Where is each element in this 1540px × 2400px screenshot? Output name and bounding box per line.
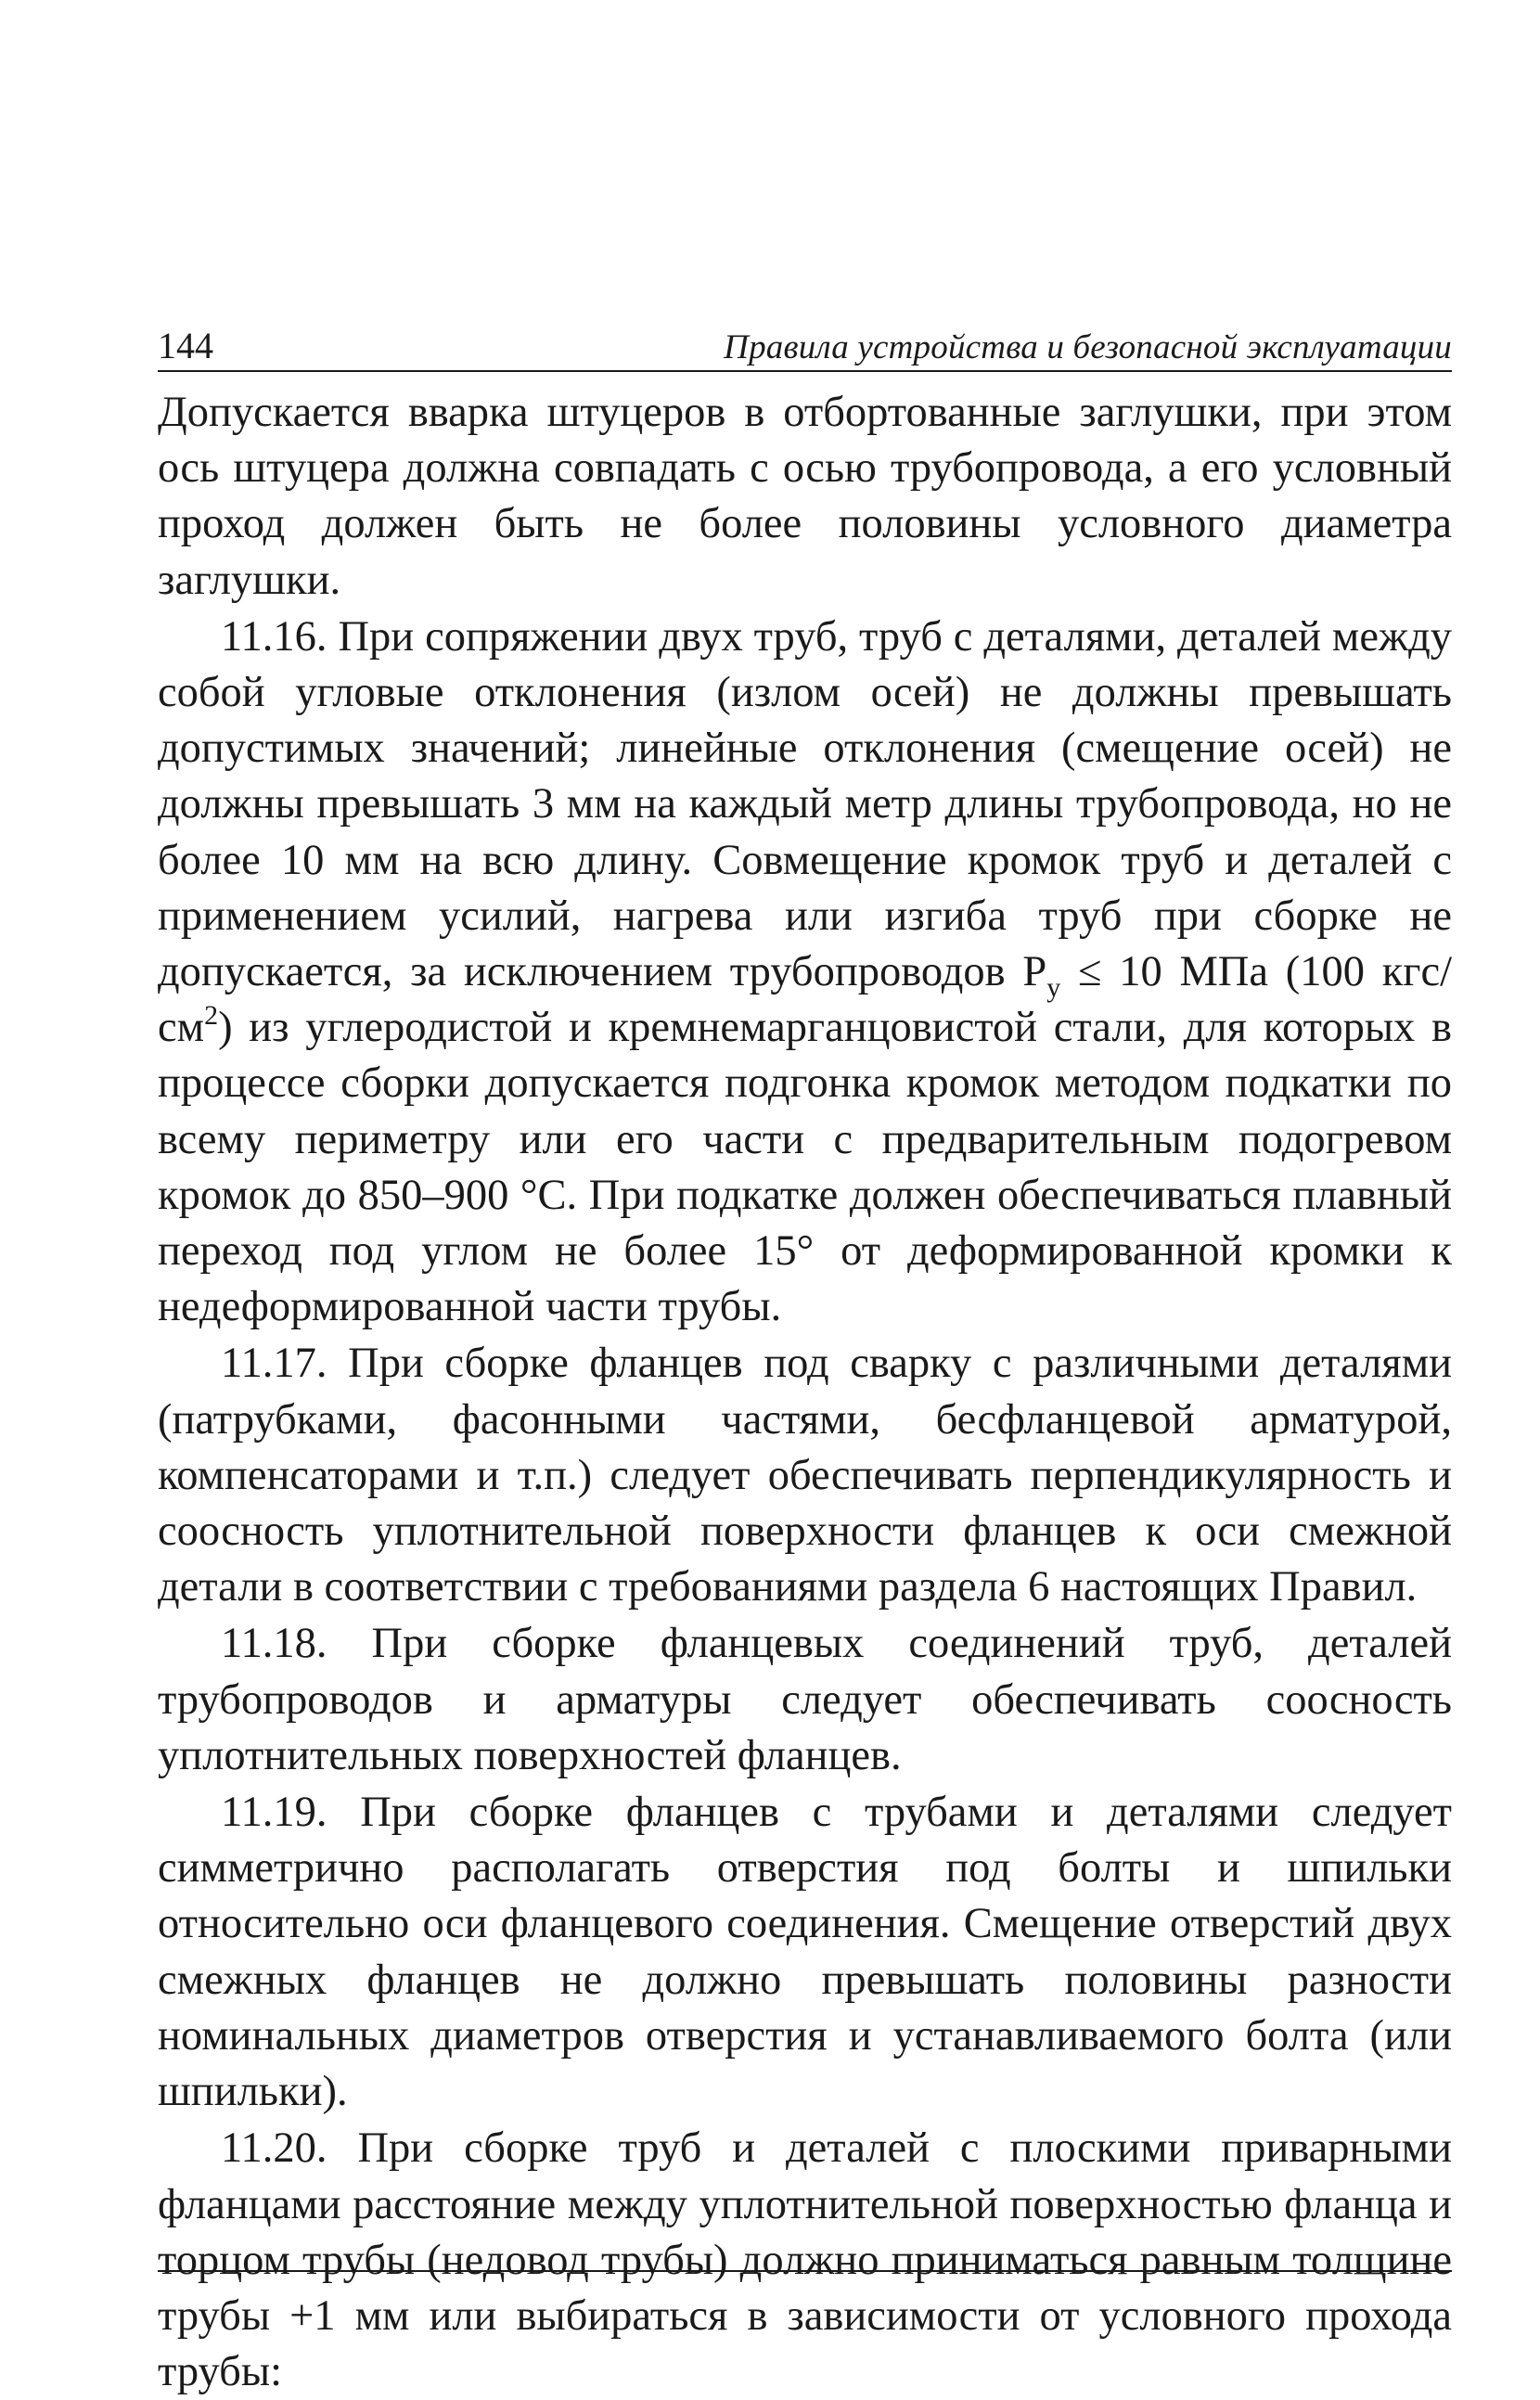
- paragraph-text: 11.19. При сборке фланцев с трубами и деталями следует симметрично располагать отверстия под болты и шпильки относительно оси фланцевого соединения. Смещение отверстий двух смежных фланцев не должно превышать половины разности номинальных диаметров отверстия и устанавливаемого болта (или шпильки).: [158, 1789, 1452, 2116]
- paragraph-text: 11.20. При сборке труб и деталей с плоскими приварными фланцами расстояние между уплотнительной поверхностью фланца и торцом трубы (недовод трубы) должно приниматься равным толщине трубы +1 мм или выбираться в зависимости от условного прохода трубы:: [158, 2124, 1452, 2396]
- paragraph-text: Допускается вварка штуцеров в отбортованные заглушки, при этом ось штуцера должна совпадать с осью трубопровода, а его условный проход должен быть не более половины условного диаметра заглушки.: [158, 389, 1452, 604]
- running-title: Правила устройства и безопасной эксплуатации: [724, 328, 1452, 366]
- document-page: [158, 320, 1452, 2400]
- pressure-subscript: у: [1046, 972, 1061, 1004]
- unit-superscript: 2: [204, 1000, 219, 1032]
- paragraph-11-19: [158, 1785, 1452, 2120]
- footer-rule: [158, 2270, 1452, 2272]
- page-header: [158, 320, 1452, 372]
- paragraph-intro: [158, 385, 1452, 609]
- paragraph-11-20: [158, 2121, 1452, 2400]
- paragraph-text-cont: ) из углеродистой и кремнемарганцовистой стали, для которых в процессе сборки допускается подгонка кромок методом подкатки по всему периметру или его части с предварительным подогревом кромок до 850–900 °С. При подкатке должен обеспечиваться плавный переход под углом не более 15° от деформированной кромки к недеформированной части трубы.: [158, 1004, 1452, 1331]
- paragraph-text: 11.17. При сборке фланцев под сварку с различными деталями (патрубками, фасонными частями, бесфланцевой арматурой, компенсаторами и т.п.) следует обеспечивать перпендикулярность и соосность уплотнительной поверхности фланцев к оси смежной детали в соответствии с требованиями раздела 6 настоящих Правил.: [158, 1340, 1452, 1611]
- paragraph-11-18: [158, 1616, 1452, 1784]
- paragraph-11-17: [158, 1336, 1452, 1615]
- paragraph-11-16: [158, 610, 1452, 1336]
- body-text: [158, 385, 1452, 2400]
- paragraph-text: 11.18. При сборке фланцевых соединений труб, деталей трубопроводов и арматуры следует обеспечивать соосность уплотнительных поверхностей фланцев.: [158, 1620, 1452, 1779]
- page-number: 144: [158, 325, 213, 366]
- paragraph-text: 11.16. При сопряжении двух труб, труб с деталями, деталей между собой угловые отклонения (излом осей) не должны превышать допустимых значений; линейные отклонения (смещение осей) не должны превышать 3 мм на каждый метр длины трубопровода, но не более 10 мм на всю длину. Совмещение кромок труб и деталей с применением усилий, нагрева или изгиба труб при сборке не допускается, за исключением трубопроводов P: [158, 612, 1452, 996]
- paragraph-text-cont: ≤ 10 МПа (100 кгс/см: [158, 948, 1452, 1052]
